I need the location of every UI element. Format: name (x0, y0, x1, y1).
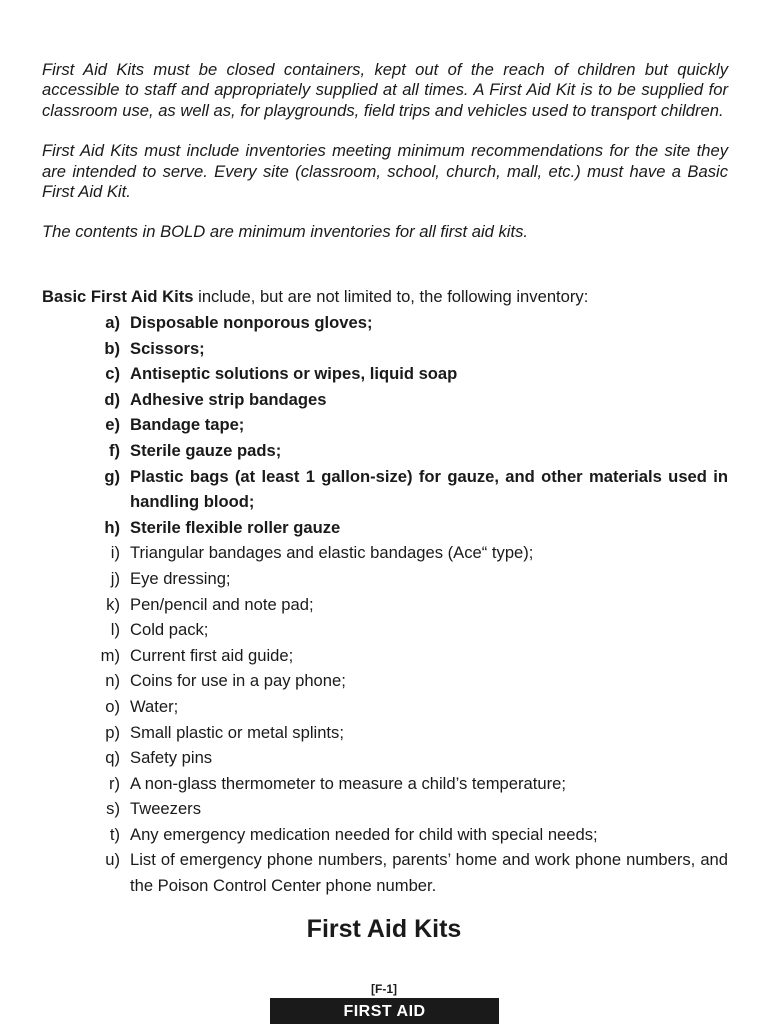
list-item-text: Safety pins (130, 748, 213, 768)
inventory-list (42, 310, 728, 899)
list-marker: a) (105, 313, 120, 332)
list-item-text: Water; (130, 696, 179, 716)
list-marker: m) (100, 645, 120, 665)
list-item (42, 745, 728, 771)
list-item (42, 336, 728, 362)
list-item (42, 540, 728, 566)
list-item (42, 361, 728, 387)
list-marker: p) (105, 722, 120, 742)
list-item-text: Triangular bandages and elastic bandages (Ace“ type); (130, 543, 534, 563)
list-marker: i) (110, 543, 120, 563)
list-item (42, 720, 728, 746)
list-marker: e) (105, 415, 120, 435)
list-marker: h) (104, 517, 120, 537)
list-item-text: Adhesive strip bandages (130, 389, 327, 409)
inventory-intro (42, 285, 728, 309)
list-marker: g) (104, 466, 120, 486)
list-item-text: Bandage tape; (130, 415, 245, 435)
page-title: First Aid Kits (306, 915, 462, 943)
list-marker: j) (110, 568, 120, 588)
list-item (42, 464, 728, 515)
list-item-text: A non-glass thermometer to measure a child’s temperature; (130, 773, 566, 793)
list-marker: n) (105, 671, 120, 691)
list-item (42, 592, 728, 618)
list-marker: s) (106, 799, 120, 819)
list-item (42, 412, 728, 438)
list-item (42, 668, 728, 694)
list-item (42, 847, 728, 898)
list-marker: o) (105, 696, 120, 716)
list-item-text: Coins for use in a pay phone; (130, 671, 346, 691)
list-item-text: Sterile flexible roller gauze (130, 517, 341, 537)
list-item (42, 515, 728, 541)
list-item (42, 796, 728, 822)
footer-section-label: FIRST AID (270, 998, 499, 1024)
inventory-intro-rest: include, but are not limited to, the following inventory: (193, 287, 589, 306)
list-marker: q) (105, 748, 120, 768)
list-marker: f) (108, 440, 120, 460)
list-item-text: Eye dressing; (130, 568, 231, 588)
list-item (42, 566, 728, 592)
list-item-text: List of emergency phone numbers, parents’ home and work phone numbers, and the Poison Control Center phone number. (130, 850, 728, 896)
list-item-text: Plastic bags (at least 1 gallon-size) for gauze, and other materials used in handling blood; (130, 466, 728, 512)
list-item (42, 617, 728, 643)
list-item (42, 822, 728, 848)
list-item-text: Current first aid guide; (130, 645, 294, 665)
list-item-text: Tweezers (130, 799, 202, 819)
list-item-text: Cold pack; (130, 620, 209, 640)
list-marker: k) (106, 594, 120, 614)
page-number: [F-1] (371, 982, 397, 996)
list-item (42, 310, 728, 336)
list-item (42, 438, 728, 464)
document-body (42, 60, 728, 896)
list-item-text: Disposable nonporous gloves; (130, 313, 373, 332)
list-item-text: Pen/pencil and note pad; (130, 594, 314, 614)
list-marker: t) (109, 824, 120, 844)
list-item (42, 643, 728, 669)
list-item-text: Any emergency medication needed for child with special needs; (130, 824, 598, 844)
list-item (42, 771, 728, 797)
list-marker: l) (110, 620, 120, 640)
list-marker: u) (105, 850, 120, 870)
list-item (42, 694, 728, 720)
inventory-intro-bold: Basic First Aid Kits (42, 287, 194, 306)
list-marker: c) (105, 364, 120, 384)
paragraph-bold-note: The contents in BOLD are minimum inventories for all first aid kits. (42, 222, 529, 242)
list-marker: d) (104, 389, 120, 409)
list-marker: b) (104, 338, 120, 358)
list-marker: r) (108, 773, 120, 793)
list-item-text: Scissors; (130, 338, 205, 358)
paragraph-container-requirements: First Aid Kits must be closed containers, kept out of the reach of children but quickly accessible to staff and appropriately supplied at all times. A First Aid Kit is to be supplied for classroom use, as well as, for playgrounds, field trips and vehicles used to transport children. (42, 60, 728, 120)
list-item (42, 387, 728, 413)
list-item-text: Sterile gauze pads; (130, 440, 282, 460)
list-item-text: Antiseptic solutions or wipes, liquid soap (130, 364, 458, 384)
list-item-text: Small plastic or metal splints; (130, 722, 344, 742)
paragraph-inventory-requirements: First Aid Kits must include inventories meeting minimum recommendations for the site they are intended to serve. Every site (classroom, school, church, mall, etc.) must have a Basic First Aid Kit. (42, 141, 728, 202)
